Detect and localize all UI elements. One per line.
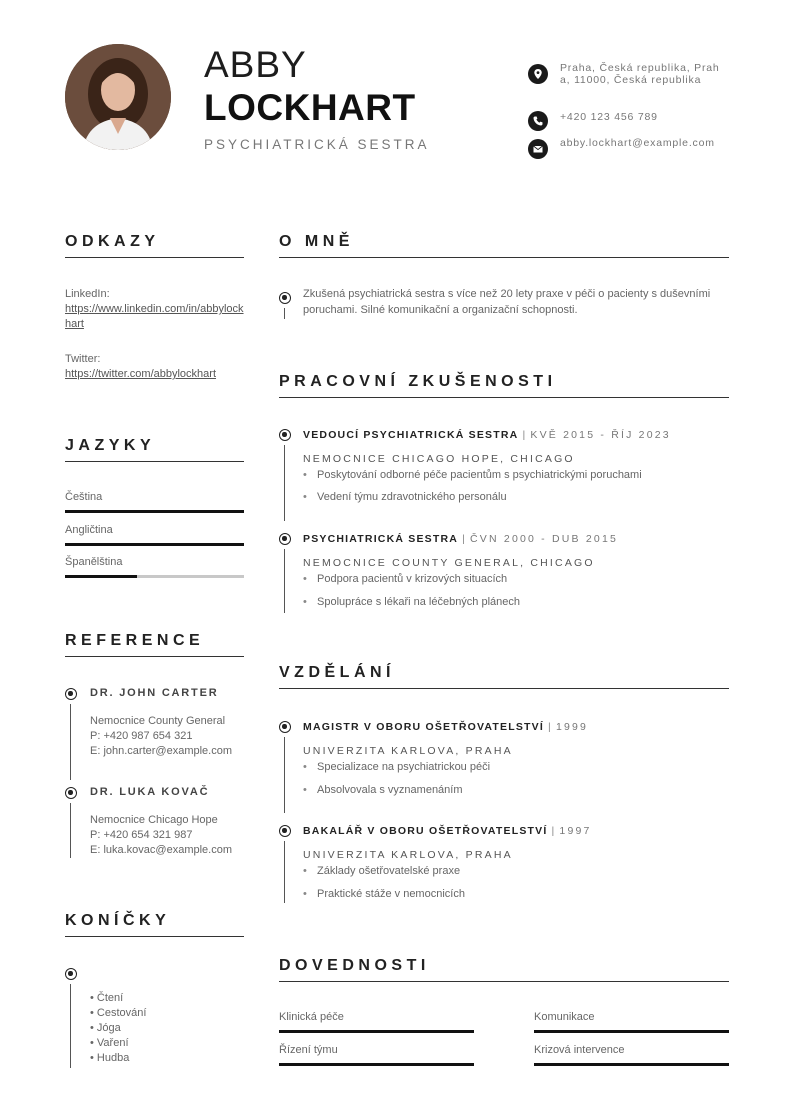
reference-org: Nemocnice County General	[90, 715, 226, 727]
contact-address	[528, 62, 725, 86]
job-header: VEDOUCÍ PSYCHIATRICKÁ SESTRA | KVĚ 2015 - ŘÍJ 2023	[303, 429, 671, 441]
hobby-item: • Vaření	[90, 1037, 129, 1049]
linkedin-label: LinkedIn:	[65, 288, 110, 300]
reference-name: DR. JOHN CARTER	[90, 687, 219, 699]
education-bullet-text: Praktické stáže v nemocnicích	[317, 888, 465, 900]
reference-org: Nemocnice Chicago Hope	[90, 814, 218, 826]
contact-phone	[528, 109, 725, 131]
references-heading: REFERENCE	[65, 632, 205, 649]
language-bar	[65, 575, 244, 578]
skill-label: Komunikace	[534, 1011, 595, 1023]
contact-email	[528, 137, 725, 159]
education-heading: VZDĚLÁNÍ	[279, 664, 395, 681]
hobbies-divider	[65, 936, 244, 937]
job-role: PSYCHIATRICKÁ SESTRA	[303, 533, 459, 545]
skill-label: Krizová intervence	[534, 1044, 625, 1056]
profile-photo-art	[65, 44, 171, 150]
education-year: 1997	[559, 825, 592, 837]
job-bullet-text: Poskytování odborné péče pacientům s psychiatrickými poruchami	[317, 469, 642, 481]
job-org: NEMOCNICE COUNTY GENERAL, CHICAGO	[303, 557, 595, 569]
twitter-block	[65, 352, 250, 382]
education-header: MAGISTR V OBORU OŠETŘOVATELSTVÍ | 1999	[303, 721, 589, 733]
language-bar-fill	[65, 575, 137, 578]
reference-details	[90, 813, 232, 858]
education-bullet-text: Specializace na psychiatrickou péči	[317, 761, 491, 773]
timeline-line	[284, 841, 285, 903]
twitter-label: Twitter:	[65, 353, 101, 365]
skill-bar-fill	[279, 1030, 474, 1033]
language-bar-fill	[65, 543, 244, 546]
language-label: Angličtina	[65, 524, 113, 536]
language-bar	[65, 510, 244, 513]
skill-bar	[279, 1063, 474, 1066]
education-year: 1999	[555, 721, 589, 733]
education-bullet: • Praktické stáže v nemocnicích	[303, 888, 465, 900]
skills-heading: DOVEDNOSTI	[279, 957, 430, 974]
about-divider	[279, 257, 729, 258]
timeline-line	[284, 549, 285, 613]
education-divider	[279, 688, 729, 689]
education-header: BAKALÁŘ V OBORU OŠETŘOVATELSTVÍ | 1997	[303, 825, 592, 837]
timeline-dot-icon	[279, 825, 291, 837]
skill-label: Klinická péče	[279, 1011, 344, 1023]
language-label: Čeština	[65, 491, 103, 503]
references-divider	[65, 656, 244, 657]
skill-bar	[279, 1030, 474, 1033]
hobby-item: • Hudba	[90, 1052, 130, 1064]
skill-bar	[534, 1063, 729, 1066]
language-label: Španělština	[65, 556, 123, 568]
job-bullet: • Podpora pacientů v krizových situacích	[303, 573, 508, 585]
skill-bar-fill	[534, 1063, 729, 1066]
timeline-line	[284, 308, 285, 319]
reference-email: E: john.carter@example.com	[90, 745, 233, 757]
language-bar-fill	[65, 510, 244, 513]
education-school: UNIVERZITA KARLOVA, PRAHA	[303, 849, 513, 861]
linkedin-block	[65, 287, 245, 332]
education-bullet-text: Absolvovala s vyznamenáním	[317, 784, 463, 796]
hobby-item: • Čtení	[90, 992, 124, 1004]
skill-bar	[534, 1030, 729, 1033]
languages-divider	[65, 461, 244, 462]
twitter-link[interactable]: https://twitter.com/abbylockhart	[65, 368, 217, 380]
reference-phone: P: +420 654 321 987	[90, 829, 193, 841]
phone-icon	[528, 111, 548, 131]
timeline-dot-icon	[279, 721, 291, 733]
about-heading: O MNĚ	[279, 233, 354, 250]
languages-heading: JAZYKY	[65, 437, 156, 454]
job-bullet: • Vedení týmu zdravotnického personálu	[303, 491, 507, 503]
first-name: ABBY	[204, 44, 307, 85]
links-heading: ODKAZY	[65, 233, 160, 250]
last-name: LOCKHART	[204, 87, 416, 128]
reference-email: E: luka.kovac@example.com	[90, 844, 233, 856]
hobby-list	[90, 991, 146, 1066]
location-pin-icon	[528, 64, 548, 84]
education-school: UNIVERZITA KARLOVA, PRAHA	[303, 745, 513, 757]
job-dates: KVĚ 2015 - ŘÍJ 2023	[530, 429, 671, 441]
job-bullet-text: Vedení týmu zdravotnického personálu	[317, 491, 507, 503]
timeline-dot-icon	[279, 533, 291, 545]
skill-label: Řízení týmu	[279, 1044, 338, 1056]
phone-text[interactable]: +420 123 456 789	[560, 111, 658, 123]
reference-details	[90, 714, 232, 759]
about-text: Zkušená psychiatrická sestra s více než 20 lety praxe v péči o pacienty s duševními poruchami. Silné komunikační a organizační schopnosti.	[303, 288, 711, 316]
job-bullet: • Poskytování odborné péče pacientům s psychiatrickými poruchami	[303, 469, 642, 481]
job-title: PSYCHIATRICKÁ SESTRA	[204, 137, 430, 152]
hobby-item: • Jóga	[90, 1022, 121, 1034]
experience-divider	[279, 397, 729, 398]
job-dates: ČVN 2000 - DUB 2015	[470, 533, 619, 545]
hobby-item: • Cestování	[90, 1007, 147, 1019]
skills-divider	[279, 981, 729, 982]
timeline-dot-icon	[65, 968, 77, 980]
education-degree: BAKALÁŘ V OBORU OŠETŘOVATELSTVÍ	[303, 825, 548, 837]
timeline-line	[70, 984, 71, 1068]
job-bullet: • Spolupráce s lékaři na léčebných plánech	[303, 596, 521, 608]
timeline-dot-icon	[279, 292, 291, 304]
skill-bar-fill	[534, 1030, 729, 1033]
language-bar	[65, 543, 244, 546]
links-divider	[65, 257, 244, 258]
address-text: Praha, Česká republika, Praha, 11000, Česká republika	[560, 62, 720, 86]
education-bullet: • Absolvovala s vyznamenáním	[303, 784, 463, 796]
timeline-line	[70, 803, 71, 858]
timeline-dot-icon	[65, 688, 77, 700]
linkedin-link[interactable]: https://www.linkedin.com/in/abbylockhart	[65, 303, 244, 330]
profile-photo	[65, 44, 171, 150]
job-org: NEMOCNICE CHICAGO HOPE, CHICAGO	[303, 453, 575, 465]
reference-phone: P: +420 987 654 321	[90, 730, 193, 742]
reference-name: DR. LUKA KOVAČ	[90, 786, 210, 798]
education-bullet: • Základy ošetřovatelské praxe	[303, 865, 461, 877]
hobbies-heading: KONÍČKY	[65, 912, 171, 929]
education-bullet-text: Základy ošetřovatelské praxe	[317, 865, 461, 877]
job-header: PSYCHIATRICKÁ SESTRA | ČVN 2000 - DUB 2015	[303, 533, 619, 545]
email-text[interactable]: abby.lockhart@example.com	[560, 137, 715, 149]
timeline-line	[284, 737, 285, 813]
experience-heading: PRACOVNÍ ZKUŠENOSTI	[279, 373, 557, 390]
envelope-icon	[528, 139, 548, 159]
job-bullet-text: Spolupráce s lékaři na léčebných plánech	[317, 596, 521, 608]
timeline-line	[70, 704, 71, 780]
education-degree: MAGISTR V OBORU OŠETŘOVATELSTVÍ	[303, 721, 544, 733]
job-role: VEDOUCÍ PSYCHIATRICKÁ SESTRA	[303, 429, 519, 441]
timeline-dot-icon	[279, 429, 291, 441]
skill-bar-fill	[279, 1063, 474, 1066]
job-bullet-text: Podpora pacientů v krizových situacích	[317, 573, 508, 585]
timeline-line	[284, 445, 285, 521]
timeline-dot-icon	[65, 787, 77, 799]
education-bullet: • Specializace na psychiatrickou péči	[303, 761, 491, 773]
